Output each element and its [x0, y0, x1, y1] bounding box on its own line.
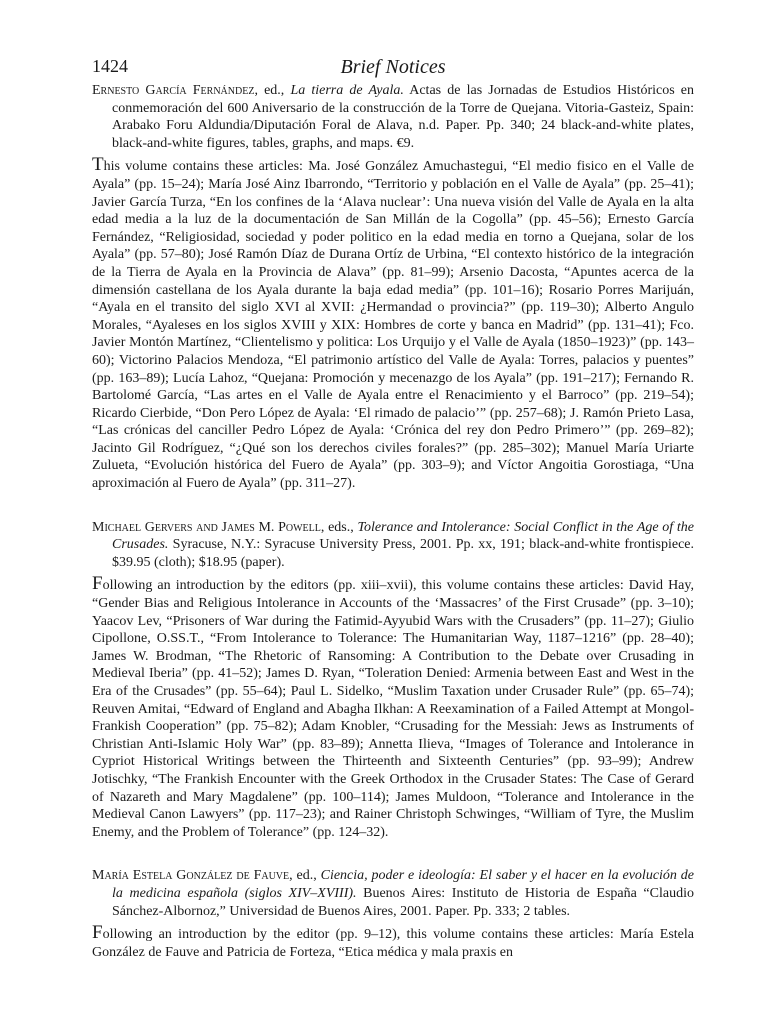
notice-body-text: his volume contains these articles: Ma. José González Amuchastegui, “El medio fisico en el Valle de Ayala” (pp. 15–24); María José Ainz Ibarrondo, “Territorio y población en el Valle de Ayala” (pp. 25–41); Javier García Turza, “En los confines de la ‘Alava nuclear’: Una nueva visión del Valle de Ayala en la alta edad media a la luz de la documentación de San Millán de la Cogolla” (pp. 45–56); Ernesto García Fernández, “Religiosidad, sociedad y poder politico en la edad media en torno a Quejana, solar de los Ayala” (pp. 57–80); José Ramón Díaz de Durana Ortíz de Urbina, “El contexto histórico de la integración de la Tierra de Ayala en la Provincia de Alava” (pp. 81–99); Arsenio Dacosta, “Apuntes acerca de la dimensión castellana de los Ayala durante la baja edad media” (pp. 101–16); Rosario Porres Marijuán, “Ayala en el transito del siglo XVI al XVII: ¿Hermandad o provincia?” (pp. 119–30); Alberto Angulo Morales, “Ayaleses en los siglos XVIII y XIX: Hombres de corte y banca en Madrid” (pp. 131–41); Fco. Javier Montón Martínez, “Clientelismo y politica: Los Urquijo y el Valle de Ayala (1850–1923)” (pp. 143–60); Victorino Palacios Mendoza, “El patrimonio artístico del Valle de Ayala: Torres, palacios y puentes” (pp. 163–89); Lucía Lahoz, “Quejana: Promoción y mecenazgo de los Ayala” (pp. 191–217); Fernando R. Bartolomé García, “Las artes en el Valle de Ayala entre el Renacimiento y el Barroco” (pp. 219–54); Ricardo Cierbide, “Don Pero López de Ayala: ‘El rimado de palacio’” (pp. 257–68); J. Ramón Prieto Lasa, “Las crónicas del canciller Pedro López de Ayala: ‘Crónica del rey don Pedro Primero’” (pp. 269–82); Jacinto Gil Rodríguez, “¿Qué son los derechos civiles forales?” (pp. 285–302); Manuel María Uriarte Zulueta, “Evolución histórica del Fuero de Ayala” (pp. 303–9); and Víctor Angoitia Gorostiaga, “Una aproximación al Fuero de Ayala” (pp. 311–27). [92, 159, 694, 492]
initial-letter: F [92, 573, 103, 595]
notice-author: María Estela González de Fauve [92, 868, 290, 884]
initial-letter: T [92, 154, 104, 176]
notice-body [92, 924, 694, 961]
editor-label: , eds., [320, 519, 358, 535]
publication-details: Syracuse, N.Y.: Syracuse University Press, 2001. Pp. xx, 191; black-and-white frontispiece. $39.95 (cloth); $18.95 (paper). [112, 537, 694, 570]
publication-details: Actas de las Jornadas de Estudios Históricos en conmemoración del 600 Aniversario de la construcción de la Torre de Quejana. Vitoria-Gasteiz, Spain: Arabako Foru Aldundia/Diputación Foral de Alava, n.d. Paper. Pp. 340; 24 black-and-white plates, black-and-white figures, tables, graphs, and maps. €9. [112, 83, 695, 151]
notice-author: Michael Gervers and James M. Powell [92, 519, 321, 535]
running-head: Brief Notices [340, 56, 446, 78]
page-content [92, 82, 694, 987]
book-title: La tierra de Ayala. [290, 83, 404, 98]
notice-body-text: ollowing an introduction by the editor (pp. 9–12), this volume contains these articles: María Estela González de Fauve and Patricia de Forteza, “Etica médica y mala praxis en [92, 927, 694, 960]
notice-body [92, 156, 694, 492]
page-number: 1424 [92, 56, 128, 76]
publication-details: Buenos Aires: Instituto de Historia de España “Claudio Sánchez-Albornoz,” Universidad de Buenos Aires, 2001. Paper. Pp. 333; 2 tables. [112, 885, 694, 919]
editor-label: , ed., [254, 83, 291, 98]
notice-body-text: ollowing an introduction by the editors (pp. xiii–xvii), this volume contains these articles: David Hay, “Gender Bias and Religious Intolerance in Accounts of the ‘Massacres’ of the First Crusade” (pp. 3–10); Yaacov Lev, “Prisoners of War during the Fatimid-Ayyubid Wars with the Crusaders” (pp. 11–27); Giulio Cipollone, O.SS.T., “From Intolerance to Tolerance: The Humanitarian Way, 1187–1216” (pp. 28–40); James W. Brodman, “The Rhetoric of Ransoming: A Contribution to the Debate over Crusading in Medieval Iberia” (pp. 41–52); James D. Ryan, “Toleration Denied: Armenia between East and West in the Era of the Crusades” (pp. 55–64); Paul L. Sidelko, “Muslim Taxation under Crusader Rule” (pp. 65–74); Reuven Amitai, “Edward of England and Abagha Ilkhan: A Reexamination of a Failed Attempt at Mongol-Frankish Cooperation” (pp. 75–82); Adam Knobler, “Crusading for the Messiah: Jews as Instruments of Christian Anti-Islamic Holy War” (pp. 83–89); Annetta Ilieva, “Images of Tolerance and Intolerance in Cypriot Historical Writings between the Thirteenth and Sixteenth Centuries” (pp. 93–99); Andrew Jotischky, “The Frankish Encounter with the Greek Orthodox in the Crusader States: The Case of Gerard of Nazareth and Mary Magdalene” (pp. 100–114); James Muldoon, “Tolerance and Intolerance in the Medieval Canon Lawyers” (pp. 117–23); and Rainer Christoph Schwinges, “William of Tyre, the Muslim Enemy, and the Problem of Tolerance” (pp. 124–32). [92, 578, 694, 840]
notice-citation [92, 519, 694, 572]
book-title: Ciencia, poder e ideología: El saber y el hacer en la evolución de la medicina española (siglos XIV–XVIII). [112, 868, 695, 901]
notice-author: Ernesto García Fernández [92, 83, 255, 98]
notice-citation [92, 82, 694, 152]
brief-notice [92, 82, 694, 493]
book-title: Tolerance and Intolerance: Social Conflict in the Age of the Crusades. [112, 519, 694, 553]
initial-letter: F [92, 922, 103, 944]
brief-notice [92, 867, 694, 961]
editor-label: , ed., [289, 868, 321, 884]
notice-body [92, 575, 694, 841]
brief-notice [92, 519, 694, 842]
notice-citation [92, 867, 694, 920]
